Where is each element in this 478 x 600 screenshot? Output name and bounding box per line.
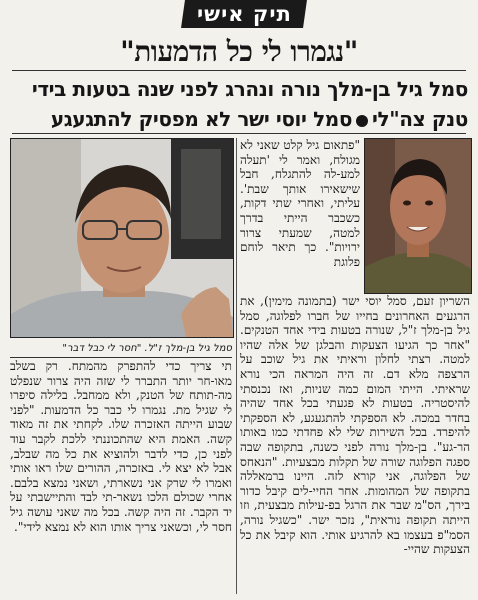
subhead-part-b: סמל יוסי ישר לא מפסיק להתגעגע: [50, 107, 353, 131]
portrait-photo-gil: [10, 138, 234, 338]
paragraph: השריון זעם, סמל יוסי ישר (בתמונה מימין), את הרגעים האחרונים בחייו של חברו לפלוגה, סמל גיל בן-מלך ז"ל, שנורה בטעות בידי אחד הטנקים. "אחר כך הגיעו הצעקות והבלגן של אלה שהיו למטה. רצתי לחלון וראיתי את גיל שוכב על הרצפה מלא דם. זה היה המראה הכי נורא שראיתי. הייתי המום כמה שניות, ואז נכנסתי להיסטריה. בטעות לא פגעתי בכל אחד שהיה בחדר במכה. לא הספקתי להתגעגע, לא הספקתי להיפרד. בכל השירות שלי לא פחדתי כמו באותו הר-גע". בן-מלך נורה לפני כשנה, בתקופה שבה ספגה הפלוגה שורה של תקלות מבצעיות. "הנאחס של הפלוגה, אני קורא לזה. היינו ברמאללה בתקופה של המהומות. אחר החיי-לים קיבל כדור בירך, הס"מ שבר את הרגל בפ-עילות מבצעית, וזו הייתה תקופה נוראית", נזכר ישר. "כשגיל נורה, הסמ"פ בעצמו בא להרגיע אותי. הוא קיבל את כל הצעקות שהיי-: [240, 294, 470, 557]
headline: "נגמרו לי כל הדמעות": [120, 35, 358, 68]
subhead-rule: [12, 133, 466, 134]
section-tag: תיק אישי: [181, 0, 307, 28]
portrait-photo-yossi: [364, 138, 472, 294]
article-text-column-left: [10, 359, 232, 534]
subhead-line-2: [12, 104, 468, 134]
bullet-icon: [356, 115, 368, 127]
caption-rule: [10, 357, 232, 358]
photo-caption: סמל גיל בן-מלך ז"ל. "חסר לי כבל דבר": [62, 343, 232, 354]
subhead-part-a: טנק צה"לי: [372, 107, 468, 131]
subhead-line-1: סמל גיל בן-מלך נורה ונהרג לפני שנה בטעות בידי: [31, 77, 468, 101]
article-text-column-right-top: [240, 138, 360, 269]
paragraph: תי צריך כדי להתפרק מהמתח. רק בשלב מאו-חר יותר התברר לי שזה היה צרור שנפלט מה-תותח של הטנק, ולא ממחבל. בלילה סיפרו לי שגיל מת. נגמרו לי כבר כל הדמעות. "לפני שבוע הייתה האזכרה שלו. לקחתי את זה מאוד קשה. האמת היא שהתכוננתי ללכת לקבר עוד לפני כן, כדי לדבר ולהוציא את כל מה שבלב, אבל לא יצא לי. באזכרה, ההורים שלו ראו אותי ואמרו לי שרק אני נשארתי, ושאני נמצא בלבם. אחרי שכולם הלכו נשאר-תי לבד והתיישבתי על יד הקבר. זה היה קשה. בכל מה שאני עושה גיל חסר לי, וכשאני צריך אותו הוא לא נמצא לידי".: [10, 359, 232, 534]
paragraph: "פתאום גיל קלט שאני לא מגולח, ואמר לי 'תעלה למע-לה להתגלח, חבל שישאירו אותך שבת'. עליתי, ואחרי שתי דקות, כשכבר הייתי בדרך למטה, שמעתי צרור ירויות". כך תיאר לוחם פלוגת: [240, 138, 360, 269]
subheadline: [12, 74, 468, 134]
article-text-column-right: [240, 294, 470, 557]
headline-rule: [12, 70, 466, 71]
column-divider: [236, 138, 237, 594]
